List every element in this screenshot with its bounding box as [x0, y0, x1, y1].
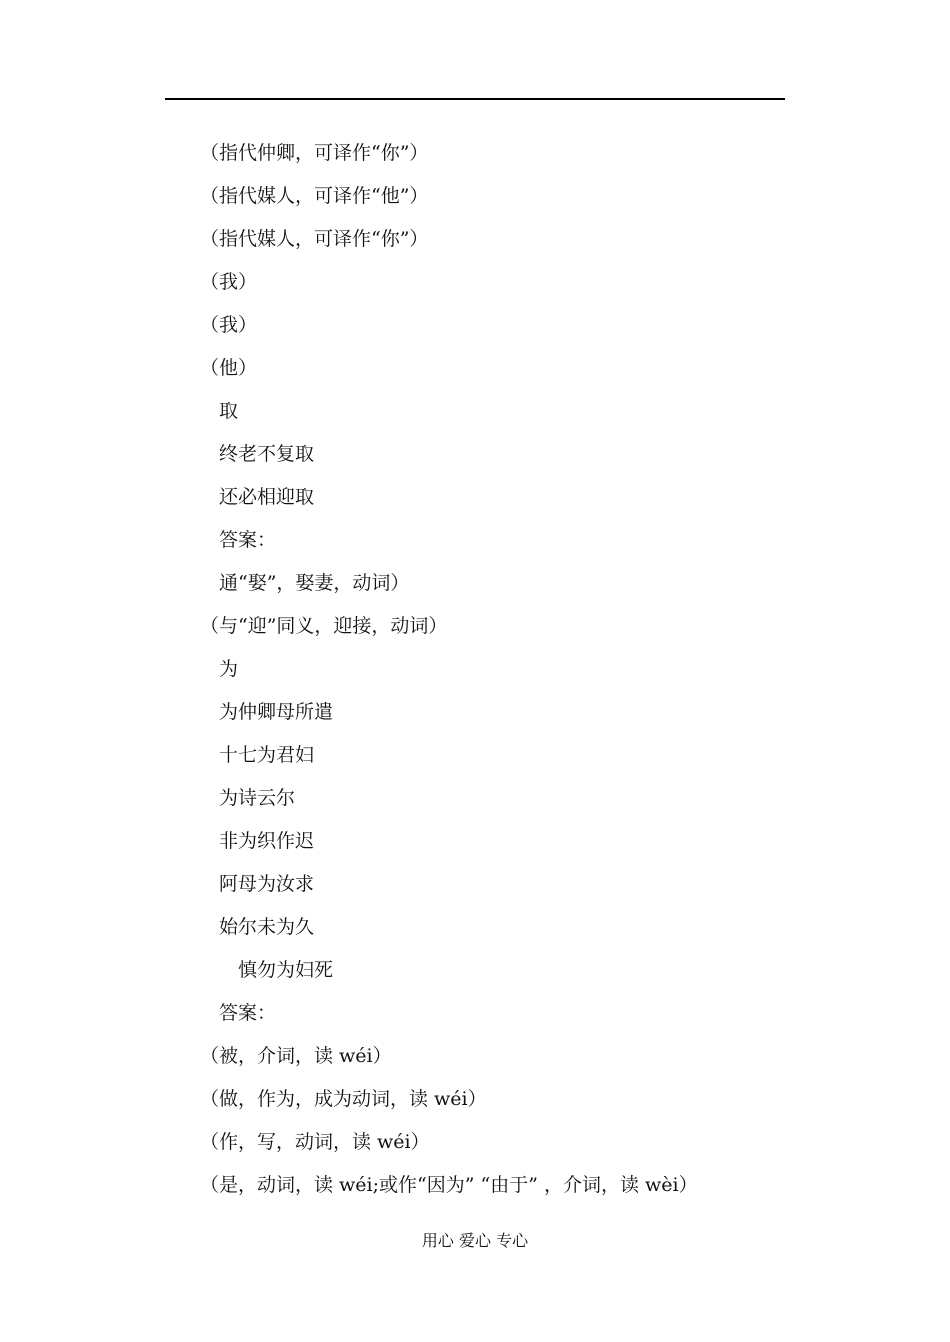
text-line: （做，作为，成为动词，读 wéi） — [200, 1088, 487, 1110]
text-line: 答案： — [200, 1002, 277, 1024]
text-line: 为仲卿母所遣 — [200, 701, 334, 723]
text-line: 为诗云尔 — [200, 787, 296, 809]
text-line: 取 — [200, 400, 239, 422]
text-line: 答案： — [200, 529, 277, 551]
page-footer: 用心 爱心 专心 — [421, 1231, 529, 1250]
text-line: （指代媒人，可译作“他”） — [200, 185, 429, 207]
text-line: （我） — [200, 271, 258, 293]
text-line: （我） — [200, 314, 258, 336]
text-line: （他） — [200, 357, 258, 379]
text-line: 始尔未为久 — [200, 916, 315, 938]
text-line: 通“娶”，娶妻，动词） — [200, 572, 410, 594]
text-line: （被，介词，读 wéi） — [200, 1045, 392, 1067]
text-line: （与“迎”同义，迎接，动词） — [200, 615, 448, 637]
text-line: 慎勿为妇死 — [200, 959, 334, 981]
text-line: 非为织作迟 — [200, 830, 315, 852]
text-line: 十七为君妇 — [200, 744, 315, 766]
text-line: （指代仲卿，可译作“你”） — [200, 142, 429, 164]
text-line: （作，写，动词，读 wéi） — [200, 1131, 430, 1153]
text-line: 还必相迎取 — [200, 486, 315, 508]
text-line: （指代媒人，可译作“你”） — [200, 228, 429, 250]
text-line: 阿母为汝求 — [200, 873, 315, 895]
text-line: 为 — [200, 658, 239, 680]
text-line: 终老不复取 — [200, 443, 315, 465]
text-line: （是，动词，读 wéi;或作“因为” “由于” ，介词，读 wèi） — [200, 1174, 698, 1196]
